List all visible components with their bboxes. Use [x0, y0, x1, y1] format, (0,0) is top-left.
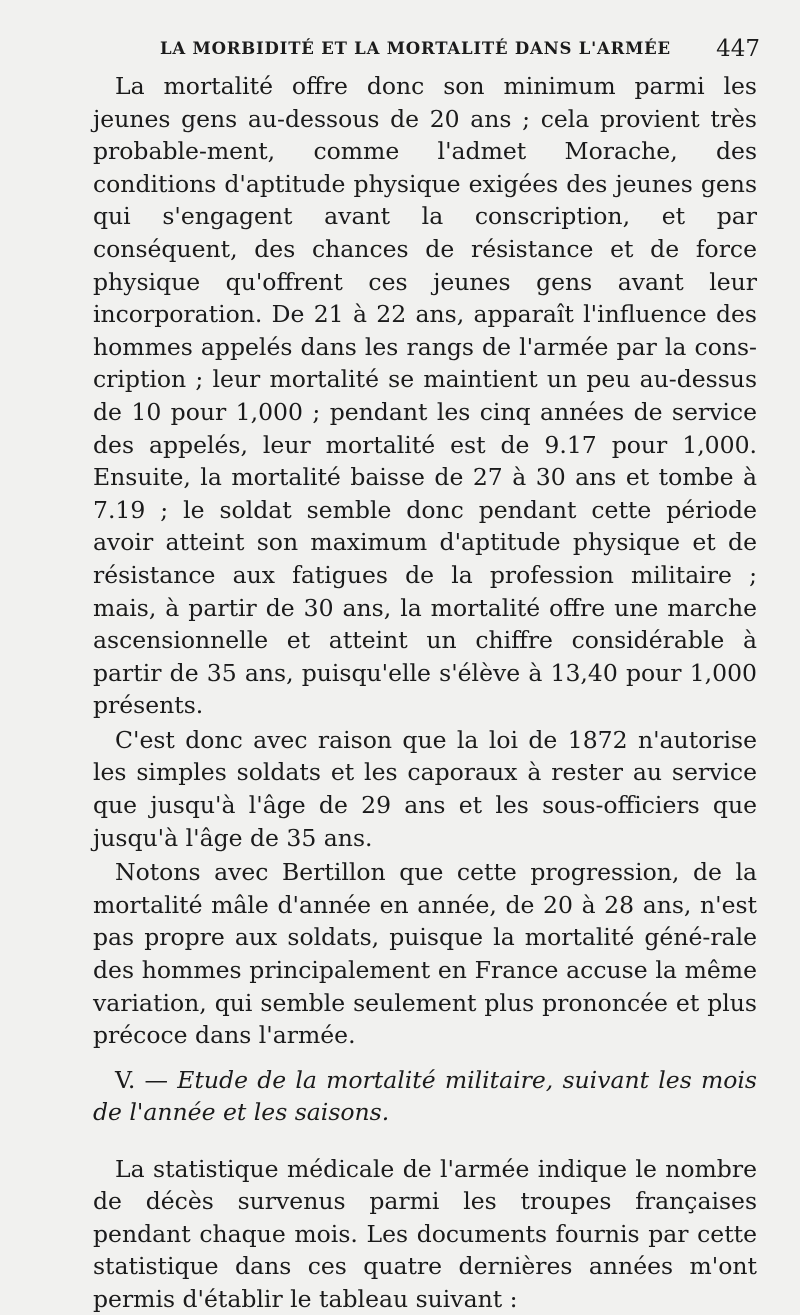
- section-title: Etude de la mortalité militaire, suivant les mois de l'année et les saisons.: [93, 1066, 757, 1127]
- page-number: 447: [716, 36, 760, 62]
- running-head-title: LA MORBIDITÉ ET LA MORTALITÉ DANS L'ARMÉE: [160, 39, 671, 58]
- paragraph-mortality-by-age: La mortalité offre donc son minimum parmi les jeunes gens au-dessous de 20 ans ; cela provient très probable-ment, comme l'admet Morache, des conditions d'aptitude physique exigées des jeunes gens qui s'engagent avant la conscription, et par conséquent, des chances de résistance et de force physique qu'offrent ces jeunes gens avant leur incorporation. De 21 à 22 ans, apparaît l'influence des hommes appelés dans les rangs de l'armée par la cons-cription ; leur mortalité se maintient un peu au-dessus de 10 pour 1,000 ; pendant les cinq années de service des appelés, leur mortalité est de 9.17 pour 1,000. Ensuite, la mortalité baisse de 27 à 30 ans et tombe à 7.19 ; le soldat semble donc pendant cette période avoir atteint son maximum d'aptitude physique et de résistance aux fatigues de la profession militaire ; mais, à partir de 30 ans, la mortalité offre une marche ascensionnelle et atteint un chiffre considérable à partir de 35 ans, puisqu'elle s'élève à 13,40 pour 1,000 présents.: [93, 70, 757, 722]
- body-text: [93, 70, 757, 1315]
- section-heading: [93, 1064, 757, 1129]
- paragraph-bertillon: Notons avec Bertillon que cette progression, de la mortalité mâle d'année en année, de 20 à 28 ans, n'est pas propre aux soldats, puisque la mortalité géné-rale des hommes principalement en France accuse la même variation, qui semble seulement plus prononcée et plus précoce dans l'armée.: [93, 856, 757, 1052]
- paragraph-statistics: La statistique médicale de l'armée indique le nombre de décès survenus parmi les troupes françaises pendant chaque mois. Les documents fournis par cette statistique dans ces quatre dernières années m'ont permis d'établir le tableau suivant :: [93, 1153, 757, 1315]
- section-number: V. —: [115, 1066, 168, 1094]
- running-head: [160, 36, 760, 66]
- paragraph-law-1872: C'est donc avec raison que la loi de 1872 n'autorise les simples soldats et les caporaux à rester au service que jusqu'à l'âge de 29 ans et les sous-officiers que jusqu'à l'âge de 35 ans.: [93, 724, 757, 854]
